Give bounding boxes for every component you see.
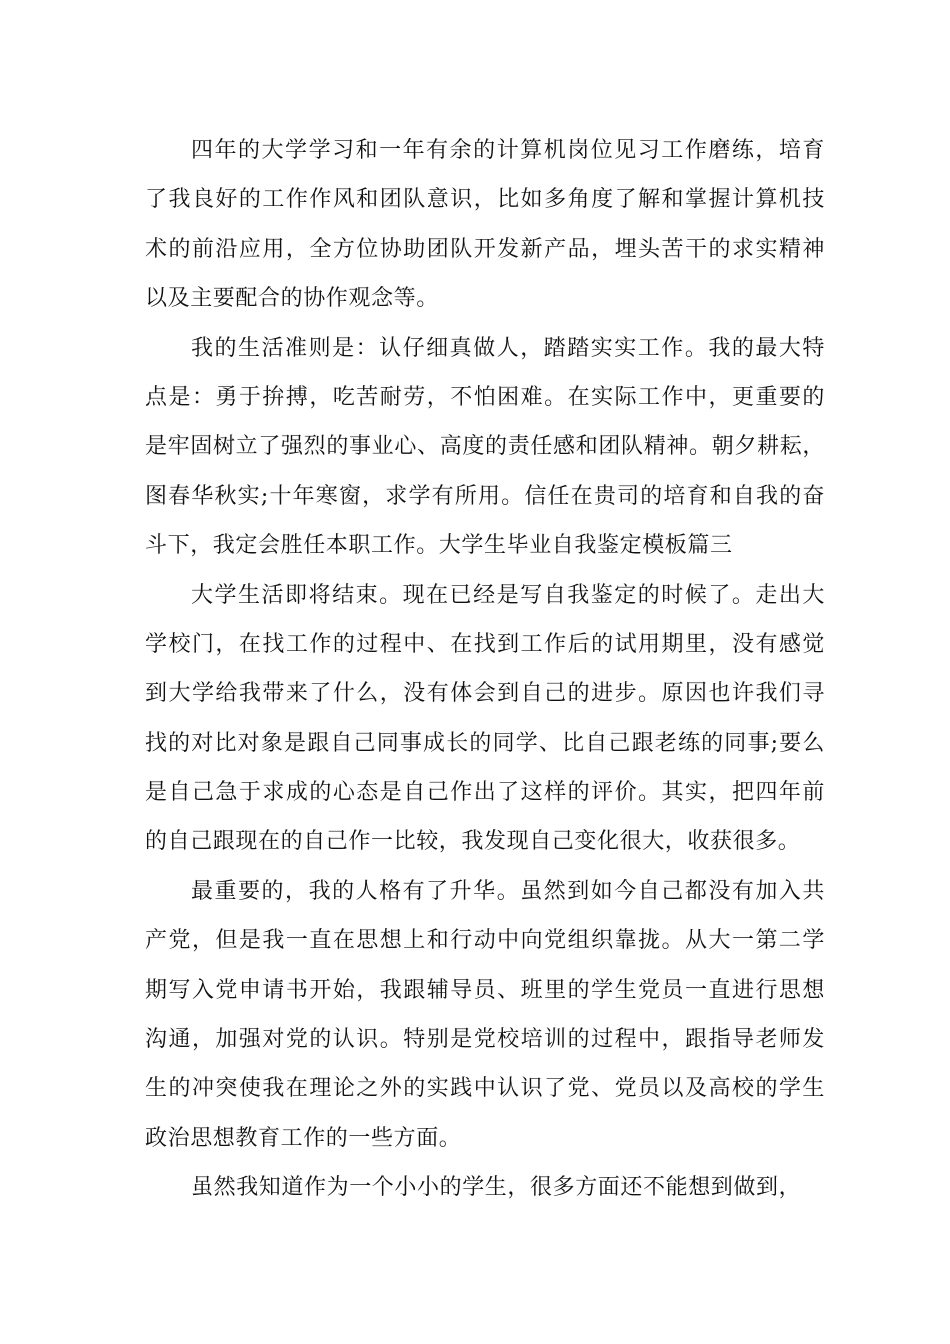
paragraph-1-line-1: 四年的大学学习和一年有余的计算机岗位见习工作磨练，培育 [191, 138, 825, 163]
paragraph-2-line-3: 是牢固树立了强烈的事业心、高度的责任感和团队精神。朝夕耕耘， [145, 434, 825, 460]
paragraph-4-line-4: 沟通，加强对党的认识。特别是党校培训的过程中，跟指导老师发 [145, 1027, 825, 1053]
paragraph-3-line-4: 找的对比对象是跟自己同事成长的同学、比自己跟老练的同事;要么 [145, 730, 825, 756]
paragraph-1-line-3: 术的前沿应用，全方位协助团队开发新产品，埋头苦干的求实精神 [145, 236, 825, 262]
paragraph-1-line-4: 以及主要配合的协作观念等。 [145, 286, 439, 312]
paragraph-3-line-5: 是自己急于求成的心态是自己作出了这样的评价。其实，把四年前 [145, 780, 825, 806]
paragraph-2-line-1: 我的生活准则是：认仔细真做人，踏踏实实工作。我的最大特 [191, 335, 825, 361]
paragraph-3-line-3: 到大学给我带来了什么，没有体会到自己的进步。原因也许我们寻 [145, 681, 825, 707]
paragraph-2-line-5: 斗下，我定会胜任本职工作。大学生毕业自我鉴定模板篇三 [145, 533, 733, 559]
paragraph-3-line-1: 大学生活即将结束。现在已经是写自我鉴定的时候了。走出大 [191, 582, 825, 608]
paragraph-2-line-2: 点是：勇于拚搏，吃苦耐劳，不怕困难。在实际工作中，更重要的 [145, 384, 825, 410]
paragraph-5-line-1: 虽然我知道作为一个小小的学生，很多方面还不能想到做到， [191, 1175, 802, 1201]
document-body [145, 126, 825, 1213]
paragraph-3-line-6: 的自己跟现在的自己作一比较，我发现自己变化很大，收获很多。 [145, 829, 801, 855]
paragraph-3-line-2: 学校门，在找工作的过程中、在找到工作后的试用期里，没有感觉 [145, 631, 825, 657]
paragraph-4-line-3: 期写入党申请书开始，我跟辅导员、班里的学生党员一直进行思想 [145, 977, 825, 1003]
paragraph-4-line-5: 生的冲突使我在理论之外的实践中认识了党、党员以及高校的学生 [145, 1076, 825, 1102]
paragraph-1-line-2: 了我良好的工作作风和团队意识，比如多角度了解和掌握计算机技 [145, 187, 825, 213]
paragraph-4-line-1: 最重要的，我的人格有了升华。虽然到如今自己都没有加入共 [191, 878, 825, 904]
paragraph-4-line-2: 产党，但是我一直在思想上和行动中向党组织靠拢。从大一第二学 [145, 928, 825, 954]
paragraph-4-line-6: 政治思想教育工作的一些方面。 [145, 1125, 462, 1151]
paragraph-2-line-4: 图春华秋实;十年寒窗，求学有所用。信任在贵司的培育和自我的奋 [145, 483, 825, 509]
